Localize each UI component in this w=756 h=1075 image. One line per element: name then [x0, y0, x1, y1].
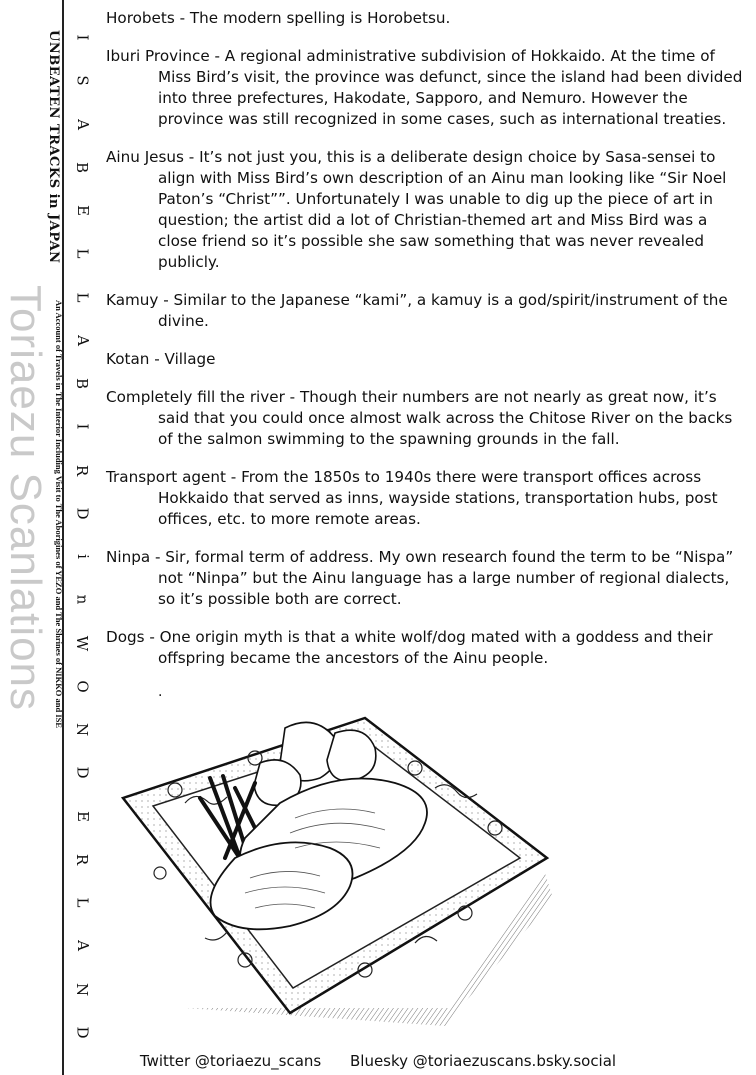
translation-notes: [106, 8, 746, 686]
twitter-handle: Twitter @toriaezu_scans: [139, 1052, 322, 1070]
footer-credits: [0, 1052, 756, 1070]
vertical-letter: L: [73, 248, 92, 259]
note-transport-agent: [106, 467, 746, 530]
note-text: Dogs - One origin myth is that a white wolf/dog mated with a goddess and their offspring became the ancestors of the Ainu people.: [106, 628, 713, 667]
note-text: Horobets - The modern spelling is Horobetsu.: [106, 9, 451, 27]
vertical-letter: n: [73, 594, 92, 605]
vertical-letter: L: [73, 292, 92, 302]
note-fill-the-river: [106, 387, 746, 450]
note-dogs: [106, 627, 746, 669]
note-text: Iburi Province - A regional administrative subdivision of Hokkaido. At the time of Miss Bird’s visit, the province was defunct, since the island had been divided into three prefectures, Hakodate, Sapporo, and Nemuro. However the province was still recognized in some cases, such as international treaties.: [106, 47, 743, 128]
vertical-title-letters: [72, 30, 92, 1040]
vertical-letter: I: [73, 423, 92, 430]
vertical-letter: W: [73, 635, 92, 651]
stray-dot: .: [158, 684, 163, 700]
vertical-letter: E: [73, 810, 92, 822]
vertical-letter: i: [73, 554, 92, 559]
note-kotan: [106, 349, 746, 370]
vertical-letter: O: [73, 680, 92, 693]
series-title: UNBEATEN TRACKS in JAPAN: [46, 30, 61, 264]
vertical-letter: D: [73, 507, 92, 520]
note-horobets: [106, 8, 746, 29]
vertical-letter: E: [73, 205, 92, 216]
vertical-letter: B: [73, 377, 92, 390]
note-text: Completely fill the river - Though their numbers are not nearly as great now, it’s said that you could once almost walk across the Chitose River on the backs of the salmon swimming to the spawning grounds in the fall.: [106, 388, 733, 448]
scanlation-watermark: Toriaezu Scanlations: [1, 285, 50, 712]
vertical-letter: B: [73, 161, 92, 173]
note-text: Ainu Jesus - It’s not just you, this is a deliberate design choice by Sasa-sensei to align with Miss Bird’s own description of an Ainu man looking like “Sir Noel Paton’s “Christ””. Unfortunately I was unable to dig up the piece of art in question; the artist did a lot of Christian-themed art and Miss Bird was a close friend so it’s possible she saw something that was never revealed publicly.: [106, 148, 727, 271]
note-text: Kotan - Village: [106, 350, 216, 368]
note-ninpa: [106, 547, 746, 610]
note-text: Kamuy - Similar to the Japanese “kami”, a kamuy is a god/spirit/instrument of the divine.: [106, 291, 728, 330]
vertical-letter: R: [73, 464, 92, 476]
vertical-letter: L: [73, 897, 92, 908]
series-subtitle: An Account of Travels in The Interior Including Visit to The Aborigines of YEZO and The Shrines of NIKKO and ISE: [54, 300, 64, 729]
bluesky-handle: Bluesky @toriaezuscans.bsky.social: [349, 1052, 617, 1070]
vertical-letter: D: [73, 1026, 92, 1039]
vertical-letter: I: [73, 34, 92, 41]
vertical-letter: A: [73, 118, 92, 130]
vertical-letter: A: [73, 940, 92, 952]
salmon-plate-illustration: [115, 708, 555, 1028]
vertical-letter: D: [73, 766, 92, 779]
vertical-letter: N: [73, 722, 92, 737]
vertical-letter: S: [73, 75, 92, 86]
note-kamuy: [106, 290, 746, 332]
vertical-letter: A: [73, 334, 92, 346]
vertical-letter: N: [73, 982, 92, 996]
vertical-letter: R: [73, 853, 92, 865]
note-iburi-province: [106, 46, 746, 130]
note-text: Ninpa - Sir, formal term of address. My own research found the term to be “Nispa” not “Ninpa” but the Ainu language has a large number of regional dialects, so it’s possible both are correct.: [106, 548, 734, 608]
note-ainu-jesus: [106, 147, 746, 273]
note-text: Transport agent - From the 1850s to 1940s there were transport offices across Hokkaido that served as inns, wayside stations, transportation hubs, post offices, etc. to more remote areas.: [106, 468, 718, 528]
